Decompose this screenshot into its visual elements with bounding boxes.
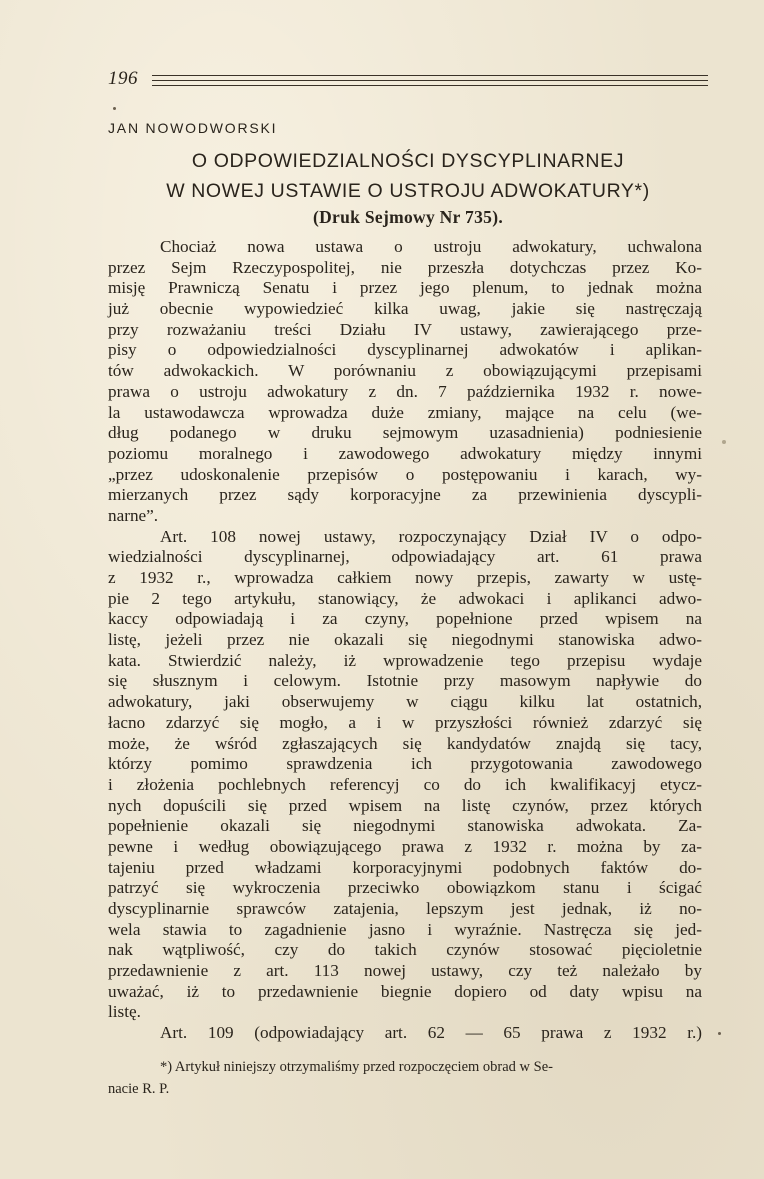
text-line-content: narne”. [108, 505, 159, 525]
footnote-line: nacie R. P. [108, 1081, 170, 1097]
text-line-content: kaccy odpowiadają i za czyny, popełnione przed wpisem na [108, 609, 702, 629]
text-line-content: poziomu moralnego i zawodowego adwokatury między innymi [108, 443, 702, 463]
header-rule [152, 85, 708, 86]
text-line [108, 713, 702, 734]
text-line-content: pie 2 tego artykułu, stanowiący, że adwokaci i aplikanci adwo- [108, 588, 702, 608]
text-line [108, 837, 702, 858]
text-line-content: Art. 109 (odpowiadający art. 62 — 65 prawa z 1932 r.) [160, 1023, 702, 1043]
text-line-content: kata. Stwierdzić należy, iż wprowadzenie tego przepisu wydaje [108, 650, 702, 670]
text-line-content: dyscyplinarnie sprawców zatajenia, lepszym jest jednak, iż no- [108, 899, 702, 918]
page-number: 196 [108, 68, 138, 89]
text-line-content: listę, jeżeli przez nie okazali się niegodnymi stanowiska adwo- [108, 630, 702, 650]
text-line [108, 258, 702, 279]
text-line [108, 796, 702, 817]
text-line-content: mierzanych przez sądy korporacyjne za przewinienia dyscypli- [108, 485, 702, 505]
text-line-content: z 1932 r., wprowadza całkiem nowy przepis, zawarty w ustę- [108, 568, 702, 587]
text-line-content: nak wątpliwość, czy do takich czynów stosować pięcioletnie [108, 940, 702, 960]
article-title-line-2: W NOWEJ USTAWIE O USTROJU ADWOKATURY*) [166, 180, 650, 202]
text-line-content: wela stawia to zagadnienie jasno i wyraźnie. Nastręcza się jed- [108, 919, 702, 939]
text-line [108, 444, 702, 465]
text-line-content: wiedzialności dyscyplinarnej, odpowiadający art. 61 prawa [108, 547, 702, 567]
author-name: JAN NOWODWORSKI [108, 120, 278, 136]
text-line [108, 630, 702, 651]
text-line-content: dług podanego w druku sejmowym uzasadnienia) podniesienie [108, 423, 702, 443]
text-line [108, 754, 702, 775]
text-line [108, 278, 702, 299]
text-line-content: Art. 108 nowej ustawy, rozpoczynający Dział IV o odpo- [160, 526, 702, 546]
text-line-content: może, że wśród zgłaszających się kandydatów znajdą się tacy, [108, 733, 702, 753]
text-line-content: łacno zdarzyć się mogło, a i w przyszłości również zdarzyć się [108, 712, 702, 732]
text-line [108, 361, 702, 382]
print-speck [722, 440, 726, 444]
text-line-content: prawa o ustroju adwokatury z dn. 7 października 1932 r. nowe- [108, 381, 702, 401]
page-header [108, 66, 708, 94]
text-line [108, 671, 702, 692]
text-line-content: i złożenia pochlebnych referencyj co do ich kwalifikacyj etycz- [108, 774, 702, 794]
text-line [108, 1002, 702, 1023]
text-line-content: którzy pomimo sprawdzenia ich przygotowania zawodowego [108, 754, 702, 774]
text-line-content: uważać, iż to przedawnienie biegnie dopiero od daty wpisu na [108, 981, 702, 1001]
text-line-content: la ustawodawcza wprowadza duże zmiany, mające na celu (we- [108, 402, 702, 422]
header-rule [152, 75, 708, 76]
text-line-content: misję Prawniczą Senatu i przez jego plenum, to jednak można [108, 278, 702, 298]
text-line-content: już obecnie wypowiedzieć kilka uwag, jakie się nastręczają [108, 299, 702, 319]
text-line [108, 899, 702, 920]
text-line [108, 299, 702, 320]
text-line [108, 403, 702, 424]
text-line [108, 1023, 702, 1044]
article-body [108, 237, 702, 1044]
text-line [108, 651, 702, 672]
footnote-line: *) Artykuł niniejszy otrzymaliśmy przed rozpoczęciem obrad w Se- [160, 1059, 553, 1075]
text-line [108, 485, 702, 506]
text-line-content: listę. [108, 1002, 141, 1022]
text-line-content: popełnienie okazali się niegodnymi stanowiska adwokata. Za- [108, 816, 702, 836]
text-line-content: pewne i według obowiązującego prawa z 1932 r. można by za- [108, 836, 702, 856]
text-line [108, 878, 702, 899]
text-line [108, 568, 702, 589]
text-line [108, 237, 702, 258]
text-line [108, 858, 702, 879]
text-line-content: przy rozważaniu treści Działu IV ustawy, zawierającego prze- [108, 319, 702, 339]
text-line-content: nych dopuścili się przed wpisem na listę czynów, przez których [108, 795, 702, 815]
text-line [108, 589, 702, 610]
text-line-content: „przez udoskonalenie przepisów o postępowaniu i karach, wy- [108, 464, 702, 484]
text-line [108, 506, 702, 527]
article-subtitle: (Druk Sejmowy Nr 735). [312, 207, 503, 227]
text-line-content: tów adwokackich. W porównaniu z obowiązującymi przepisami [108, 361, 702, 381]
text-line [108, 340, 702, 361]
text-line-content: pisy o odpowiedzialności dyscyplinarnej adwokatów i aplikan- [108, 340, 702, 360]
text-line-content: tajeniu przed władzami korporacyjnymi podobnych faktów do- [108, 857, 702, 877]
text-line-content: adwokatury, jaki obserwujemy w ciągu kilku lat ostatnich, [108, 692, 702, 712]
text-line [108, 382, 702, 403]
article-title-line-1: O ODPOWIEDZIALNOŚCI DYSCYPLINARNEJ [191, 150, 625, 172]
text-line [108, 982, 702, 1003]
text-line [108, 692, 702, 713]
text-line-content: przedawnienie z art. 113 nowej ustawy, czy też należało by [108, 961, 702, 981]
print-speck [718, 1032, 721, 1035]
print-speck [113, 107, 116, 110]
text-line [108, 609, 702, 630]
footnote [108, 1056, 702, 1100]
text-line-content: patrzyć się wykroczenia przeciwko obowiązkom stanu i ścigać [108, 878, 702, 898]
text-line-content: Chociaż nowa ustawa o ustroju adwokatury, uchwalona [160, 237, 702, 256]
text-line [108, 320, 702, 341]
text-line [108, 527, 702, 548]
text-line [108, 816, 702, 837]
text-line [108, 940, 702, 961]
text-line [108, 775, 702, 796]
text-line [108, 423, 702, 444]
header-rule [152, 80, 708, 81]
text-line [108, 465, 702, 486]
text-line-content: przez Sejm Rzeczypospolitej, nie przeszła dotychczas przez Ko- [108, 257, 702, 277]
text-line [108, 920, 702, 941]
text-line-content: się słusznym i celowym. Istotnie przy masowym napływie do [108, 671, 702, 691]
text-line [108, 734, 702, 755]
text-line [108, 547, 702, 568]
text-line [108, 961, 702, 982]
